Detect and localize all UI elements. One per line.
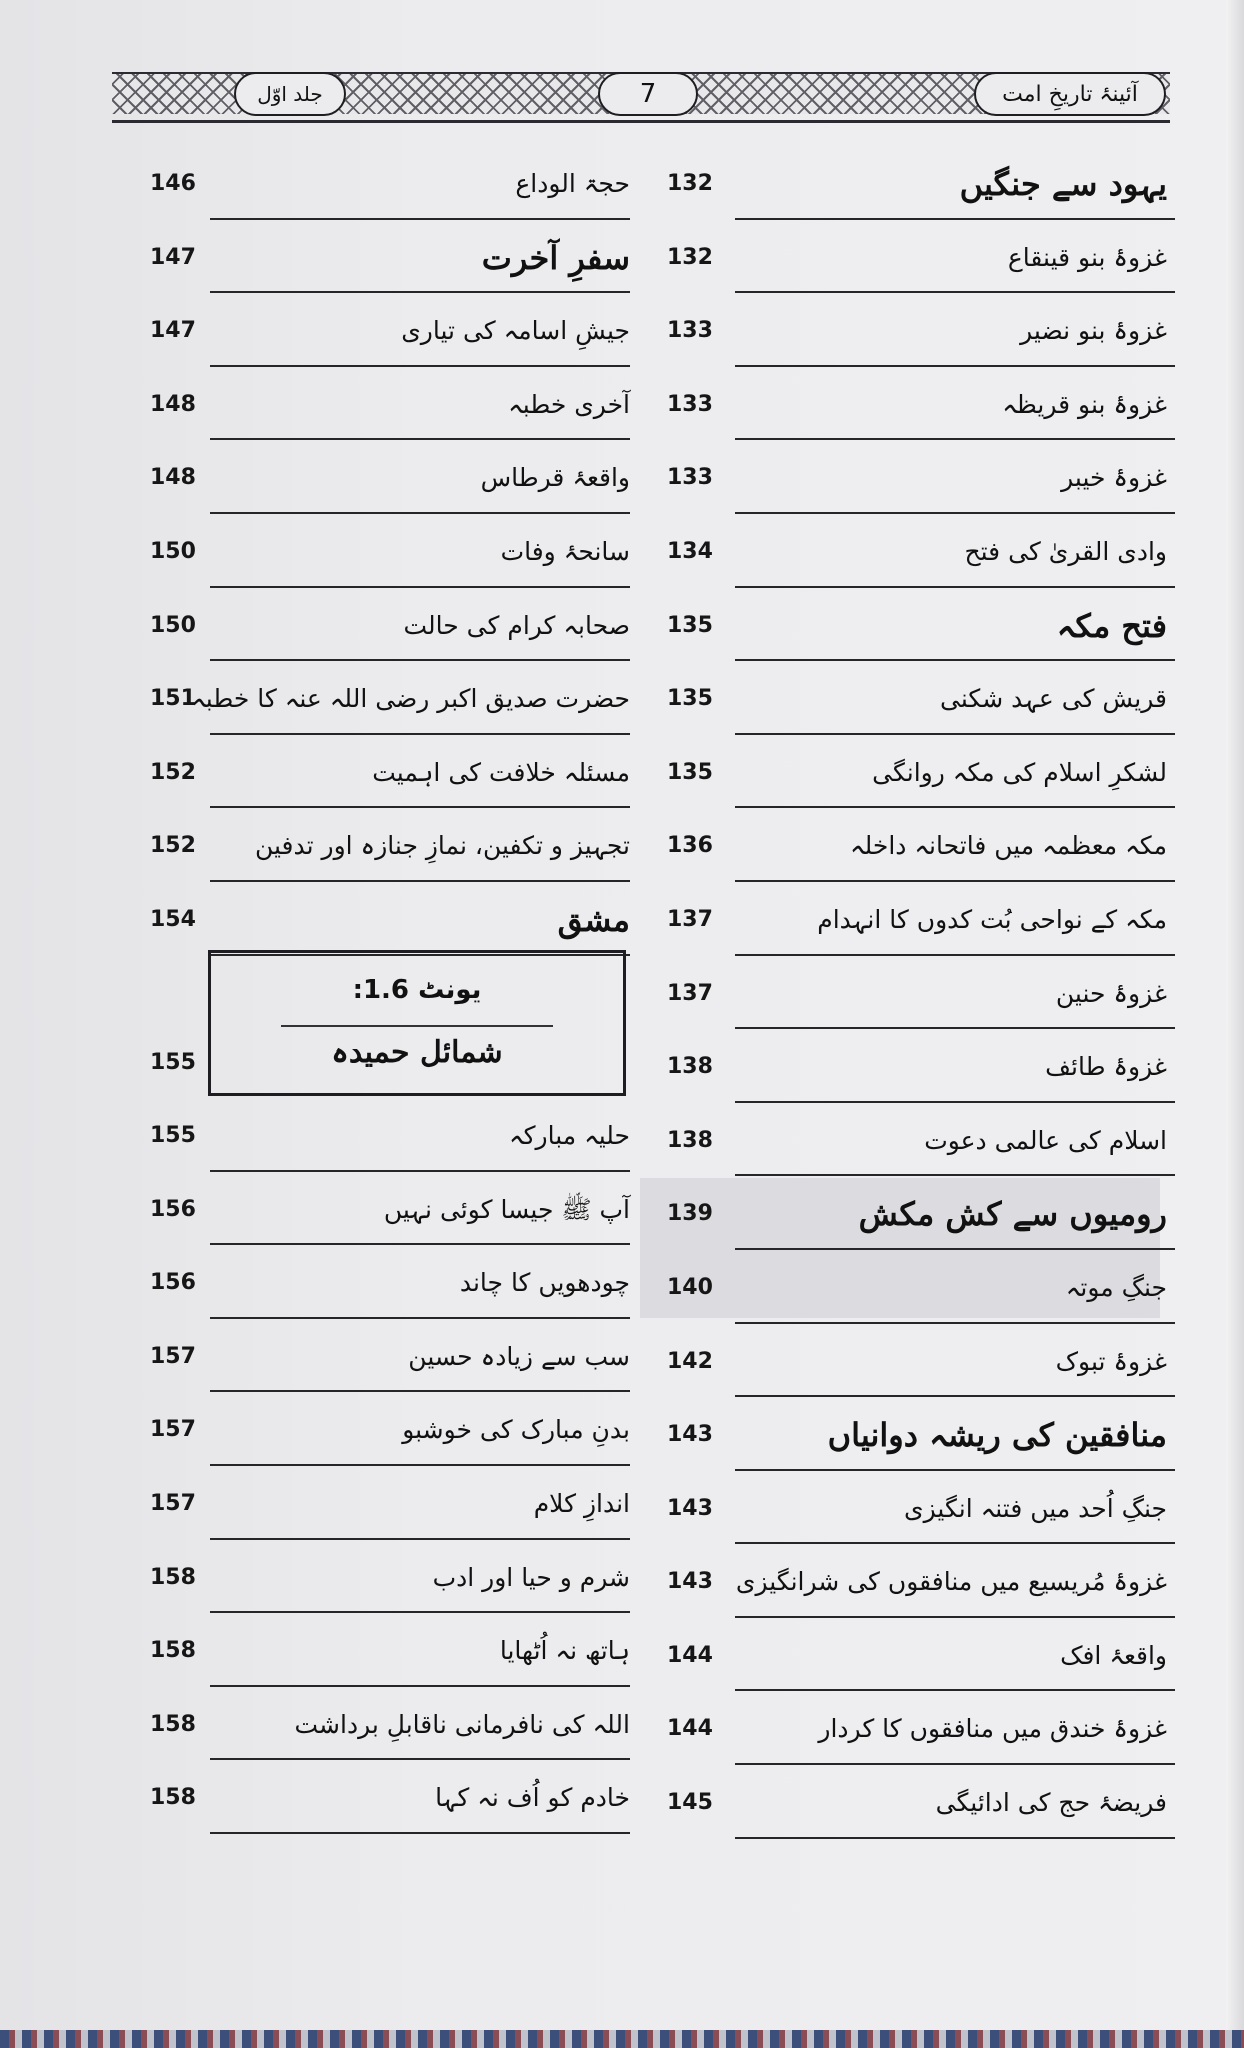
toc-entry-underline — [210, 365, 630, 367]
toc-entry-title: آپ ﷺ جیسا کوئی نہیں — [383, 1194, 630, 1224]
toc-entry — [150, 1182, 630, 1256]
toc-entry-underline — [735, 1837, 1175, 1839]
toc-entry — [655, 303, 1175, 377]
toc-entry — [150, 1476, 630, 1550]
toc-entry-page: 157 — [150, 1490, 196, 1516]
toc-entry — [150, 745, 630, 819]
toc-entry — [150, 1402, 630, 1476]
toc-entry-page: 158 — [150, 1785, 196, 1811]
toc-entry-title: غزوۂ طائف — [1045, 1052, 1167, 1082]
toc-entry-underline — [735, 954, 1175, 956]
toc-entry-title: خادم کو اُف نہ کہا — [435, 1783, 630, 1813]
toc-entry — [150, 1108, 630, 1182]
toc-entry-page: 133 — [667, 391, 713, 417]
toc-entry-title: مشق — [557, 900, 630, 939]
toc-entry — [655, 671, 1175, 745]
toc-entry-title: غزوۂ تبوک — [1055, 1346, 1167, 1376]
toc-entry-page: 142 — [667, 1348, 713, 1374]
toc-entry-page: 144 — [667, 1642, 713, 1668]
toc-entry-title: چودھویں کا چاند — [459, 1268, 630, 1298]
toc-entry-title: مکہ کے نواحی بُت کدوں کا انہدام — [817, 904, 1167, 934]
toc-entry — [655, 1775, 1175, 1849]
toc-entry-page: 143 — [667, 1422, 713, 1448]
toc-entry-page: 133 — [667, 318, 713, 344]
toc-entry-underline — [735, 880, 1175, 882]
toc-entry — [150, 818, 630, 892]
toc-entry-underline — [735, 438, 1175, 440]
toc-entry — [655, 745, 1175, 819]
toc-entry-title: سانحۂ وفات — [500, 536, 630, 566]
toc-entry — [655, 1701, 1175, 1775]
toc-entry — [655, 1113, 1175, 1187]
toc-entry-title: واقعۂ افک — [1060, 1640, 1167, 1670]
toc-entry-page: 135 — [667, 686, 713, 712]
toc-entry-title: اسلام کی عالمی دعوت — [924, 1125, 1167, 1155]
toc-entry-page: 146 — [150, 171, 196, 196]
toc-entry — [655, 1481, 1175, 1555]
toc-entry-page: 138 — [667, 1127, 713, 1153]
toc-entry-page: 147 — [150, 318, 196, 344]
toc-entry-underline — [735, 659, 1175, 661]
toc-entry — [150, 377, 630, 451]
toc-entry — [655, 230, 1175, 304]
toc-entry-underline — [735, 1616, 1175, 1618]
toc-entry-title: رومیوں سے کش مکش — [858, 1195, 1167, 1234]
toc-entry-page: 147 — [150, 244, 196, 270]
toc-entry-title: جنگِ اُحد میں فتنہ انگیزی — [904, 1493, 1167, 1523]
toc-entry-underline — [210, 880, 630, 882]
toc-entry-title: غزوۂ حنین — [1055, 978, 1167, 1008]
toc-entry-page: 143 — [667, 1569, 713, 1595]
toc-entry-underline — [735, 1248, 1175, 1250]
toc-entry-title: قریش کی عہد شکنی — [940, 684, 1167, 714]
toc-entry-page: 152 — [150, 833, 196, 859]
unit-label: یونٹ 1.6: — [352, 975, 482, 1005]
toc-entry-underline — [210, 1243, 630, 1245]
toc-left-column-bottom — [150, 1108, 630, 1844]
toc-entry-underline — [735, 291, 1175, 293]
toc-entry-page: 156 — [150, 1196, 196, 1222]
toc-entry-title: یہود سے جنگیں — [959, 165, 1167, 203]
toc-entry-page: 156 — [150, 1270, 196, 1296]
toc-entry-underline — [210, 1464, 630, 1466]
toc-entry-page: 157 — [150, 1343, 196, 1369]
toc-entry-title: ہاتھ نہ اُٹھایا — [499, 1636, 630, 1666]
toc-entry — [150, 1255, 630, 1329]
toc-entry-underline — [210, 438, 630, 440]
toc-entry-underline — [735, 733, 1175, 735]
toc-entry-title: صحابہ کرام کی حالت — [403, 610, 630, 640]
toc-entry-title: لشکرِ اسلام کی مکہ روانگی — [872, 757, 1167, 787]
toc-entry — [655, 966, 1175, 1040]
toc-entry-page: 157 — [150, 1417, 196, 1443]
page-number: 7 — [598, 72, 698, 116]
toc-entry-underline — [210, 659, 630, 661]
toc-entry-page: 148 — [150, 465, 196, 491]
toc-entry-page: 151 — [150, 686, 196, 712]
toc-entry-page: 136 — [667, 833, 713, 859]
toc-entry-underline — [735, 1395, 1175, 1397]
unit-box — [208, 950, 626, 1096]
toc-entry-underline — [735, 1174, 1175, 1176]
toc-entry-page: 148 — [150, 391, 196, 417]
toc-entry-underline — [210, 512, 630, 514]
toc-right-column — [655, 156, 1175, 1849]
toc-section-heading — [655, 1407, 1175, 1481]
toc-entry — [150, 1623, 630, 1697]
toc-entry-title: تجہیز و تکفین، نمازِ جنازہ اور تدفین — [254, 831, 630, 861]
toc-entry-title: وادی القریٰ کی فتح — [964, 536, 1167, 566]
toc-entry-page: 135 — [667, 612, 713, 638]
toc-entry-page: 152 — [150, 759, 196, 785]
toc-entry-title: غزوۂ بنو نضیر — [1020, 316, 1167, 346]
toc-entry-underline — [735, 1763, 1175, 1765]
toc-entry-page: 145 — [667, 1790, 713, 1816]
toc-entry-underline — [735, 1689, 1175, 1691]
toc-entry-title: حجۃ الوداع — [515, 169, 630, 198]
toc-entry-page: 134 — [667, 538, 713, 564]
toc-entry-page: 137 — [667, 980, 713, 1006]
toc-section-heading — [655, 156, 1175, 230]
toc-entry — [150, 1697, 630, 1771]
header-rule-bottom — [112, 120, 1170, 123]
toc-entry-underline — [210, 586, 630, 588]
toc-entry — [150, 1329, 630, 1403]
toc-entry — [150, 598, 630, 672]
toc-entry — [150, 524, 630, 598]
toc-entry-title: حلیہ مبارکہ — [508, 1121, 630, 1150]
toc-entry-title: سب سے زیادہ حسین — [408, 1341, 630, 1371]
toc-entry — [655, 1554, 1175, 1628]
toc-entry — [655, 1260, 1175, 1334]
toc-entry-underline — [210, 806, 630, 808]
toc-entry-page: 138 — [667, 1054, 713, 1080]
toc-entry-page: 158 — [150, 1564, 196, 1590]
toc-entry-underline — [735, 1322, 1175, 1324]
toc-entry-page: 144 — [667, 1716, 713, 1742]
toc-entry — [150, 156, 630, 230]
toc-entry-underline — [210, 218, 630, 220]
toc-entry-underline — [735, 1101, 1175, 1103]
toc-entry — [655, 1628, 1175, 1702]
toc-left-column-top — [150, 156, 630, 966]
toc-entry-title: مکہ معظمہ میں فاتحانہ داخلہ — [849, 831, 1167, 861]
toc-entry — [655, 377, 1175, 451]
toc-entry-title: فریضۂ حج کی ادائیگی — [935, 1788, 1167, 1818]
unit-divider — [281, 1025, 553, 1027]
toc-entry-page: 150 — [150, 538, 196, 564]
toc-entry-underline — [210, 1390, 630, 1392]
toc-entry-title: اندازِ کلام — [533, 1488, 630, 1518]
toc-entry — [655, 892, 1175, 966]
toc-entry-page: 132 — [667, 171, 713, 196]
toc-entry-page: 154 — [150, 906, 196, 932]
toc-entry-underline — [210, 1170, 630, 1172]
toc-entry — [150, 1550, 630, 1624]
toc-entry-underline — [210, 1832, 630, 1834]
toc-entry-page: 158 — [150, 1638, 196, 1664]
toc-entry-title: بدنِ مبارک کی خوشبو — [402, 1415, 630, 1445]
toc-entry — [655, 450, 1175, 524]
toc-entry — [655, 524, 1175, 598]
toc-entry-underline — [735, 1542, 1175, 1544]
toc-entry-title: غزوۂ بنو قریظہ — [1002, 389, 1167, 419]
toc-entry — [150, 450, 630, 524]
toc-entry — [150, 1770, 630, 1844]
toc-entry-underline — [210, 733, 630, 735]
toc-entry-underline — [735, 586, 1175, 588]
toc-entry-underline — [735, 218, 1175, 220]
toc-entry-underline — [210, 1685, 630, 1687]
toc-entry — [655, 1039, 1175, 1113]
toc-entry-title: سفرِ آخرت — [481, 238, 630, 277]
unit-title: شمائل حمیدہ — [331, 1035, 503, 1070]
toc-entry-underline — [210, 1758, 630, 1760]
toc-section-heading — [655, 598, 1175, 672]
toc-entry-title: حضرت صدیق اکبر رضی اللہ عنہ کا خطبہ — [191, 684, 630, 714]
unit-page-number: 155 — [150, 1050, 196, 1075]
page-edge — [1226, 0, 1244, 2048]
toc-entry-page: 133 — [667, 465, 713, 491]
toc-section-heading — [150, 230, 630, 304]
toc-entry-title: مسئلہ خلافت کی اہمیت — [372, 757, 630, 787]
volume-label: جلد اوّل — [234, 72, 346, 116]
toc-entry-underline — [210, 1538, 630, 1540]
toc-entry — [150, 303, 630, 377]
book-title: آئینۂ تاریخِ امت — [974, 72, 1166, 116]
toc-entry-title: منافقین کی ریشہ دوانیاں — [827, 1416, 1167, 1455]
toc-entry-page: 137 — [667, 906, 713, 932]
toc-entry-page: 140 — [667, 1274, 713, 1300]
toc-entry-underline — [735, 512, 1175, 514]
toc-entry-page: 132 — [667, 244, 713, 270]
toc-entry — [655, 1334, 1175, 1408]
toc-entry-underline — [735, 365, 1175, 367]
toc-section-heading — [655, 1186, 1175, 1260]
toc-entry-title: غزوۂ خندق میں منافقوں کا کردار — [818, 1714, 1167, 1744]
toc-entry-underline — [735, 1469, 1175, 1471]
toc-entry-title: شرم و حیا اور ادب — [432, 1562, 630, 1592]
toc-entry-page: 158 — [150, 1711, 196, 1737]
toc-entry-title: اللہ کی نافرمانی ناقابلِ برداشت — [294, 1709, 630, 1739]
toc-entry-underline — [210, 1317, 630, 1319]
toc-entry-underline — [210, 291, 630, 293]
fabric-edge — [0, 2030, 1244, 2048]
toc-entry-title: جیشِ اسامہ کی تیاری — [401, 316, 630, 346]
toc-entry — [150, 671, 630, 745]
toc-entry-page: 155 — [150, 1123, 196, 1148]
toc-entry-page: 143 — [667, 1495, 713, 1521]
toc-entry — [655, 818, 1175, 892]
page-header — [112, 66, 1170, 130]
toc-entry-underline — [210, 1611, 630, 1613]
toc-entry-page: 135 — [667, 759, 713, 785]
toc-entry-title: غزوۂ بنو قینقاع — [1007, 242, 1167, 272]
toc-entry-page: 150 — [150, 612, 196, 638]
toc-entry-title: جنگِ موتہ — [1065, 1272, 1167, 1302]
toc-entry-title: فتح مکہ — [1056, 606, 1167, 645]
toc-entry-page: 139 — [667, 1201, 713, 1227]
toc-entry-title: غزوۂ خیبر — [1061, 463, 1167, 493]
toc-entry-title: غزوۂ مُریسیع میں منافقوں کی شرانگیزی — [735, 1567, 1167, 1597]
toc-entry-underline — [735, 806, 1175, 808]
toc-entry-title: واقعۂ قرطاس — [480, 463, 630, 493]
toc-entry-title: آخری خطبہ — [508, 389, 630, 419]
toc-entry-underline — [735, 1027, 1175, 1029]
